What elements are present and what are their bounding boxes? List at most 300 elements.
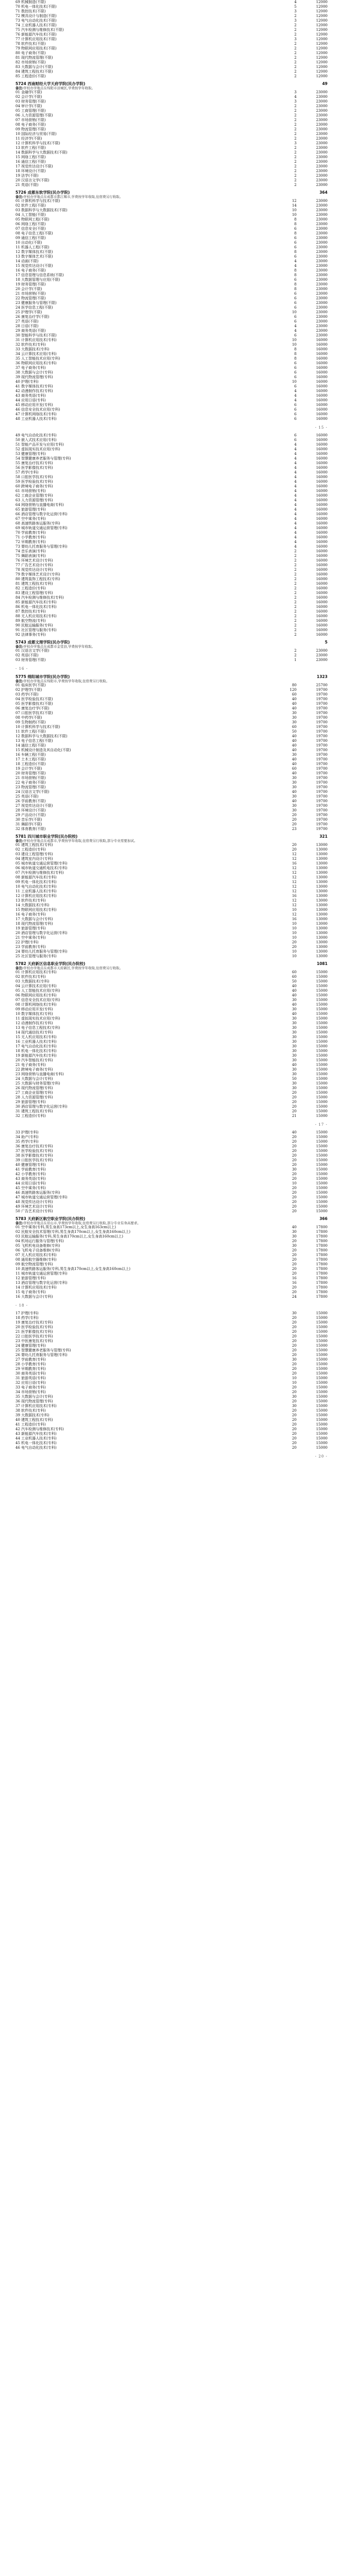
- major-name-cell: 82 市场营销(不限): [15, 60, 46, 64]
- major-name-cell: 12 旅游管理(专科): [15, 1276, 46, 1280]
- table-row: [15, 790, 328, 794]
- plan-count-cell: 8: [294, 250, 297, 254]
- table-row: [15, 160, 328, 164]
- plan-count-cell: 20: [292, 1385, 297, 1389]
- plan-count-cell: 2: [294, 614, 297, 618]
- plan-count-cell: 2: [294, 74, 297, 78]
- table-row: [15, 903, 328, 908]
- major-name-cell: 35 大数据与会计(专科): [15, 1395, 53, 1399]
- plan-count-cell: 6: [294, 412, 297, 416]
- plan-count-cell: 20: [292, 1262, 297, 1266]
- table-row: [15, 183, 328, 188]
- major-name-cell: 08 电子商务(不限): [15, 123, 46, 127]
- tuition-cell: 13000: [316, 912, 328, 917]
- tuition-cell: 16000: [316, 591, 328, 595]
- plan-count-cell: 2: [294, 558, 297, 563]
- table-row: [15, 818, 328, 822]
- table-row: [15, 697, 328, 702]
- plan-count-cell: 20: [292, 1239, 297, 1243]
- plan-count-cell: 30: [292, 1067, 297, 1072]
- major-name-cell: 25 护理学(不限): [15, 310, 42, 314]
- plan-count-cell: 6: [294, 319, 297, 324]
- note-label: 备注:: [15, 679, 24, 683]
- plan-count-cell: 4: [294, 447, 297, 451]
- table-row: [15, 1427, 328, 1432]
- table-row: [15, 329, 328, 333]
- major-name-cell: 33 电子商务(专科): [15, 1385, 46, 1389]
- major-name-cell: 18 工程造价(不限): [15, 762, 46, 766]
- tuition-cell: 23000: [316, 273, 328, 277]
- plan-count-cell: 2: [294, 164, 297, 168]
- table-row: [15, 549, 328, 554]
- tuition-cell: 17800: [316, 1253, 328, 1257]
- plan-count-cell: 12: [292, 889, 297, 893]
- plan-count-cell: 2: [294, 600, 297, 604]
- plan-count-cell: 12: [292, 857, 297, 861]
- plan-count-cell: 60: [292, 725, 297, 729]
- plan-count-cell: 6: [294, 296, 297, 300]
- plan-count-cell: 30: [292, 794, 297, 799]
- tuition-cell: 15000: [316, 1091, 328, 1095]
- table-row: [15, 512, 328, 517]
- tuition-cell: 16000: [316, 531, 328, 535]
- tuition-cell: 23000: [316, 141, 328, 145]
- major-name-cell: 08 中药学(不限): [15, 716, 42, 720]
- table-row: [15, 1172, 328, 1177]
- major-name-cell: 49 电气自动化技术(专科): [15, 433, 57, 437]
- table-row: [15, 394, 328, 398]
- table-row: [15, 74, 328, 79]
- table-row: [15, 264, 328, 268]
- table-row: [15, 683, 328, 688]
- plan-count-cell: 4: [294, 394, 297, 398]
- plan-count-cell: 4: [294, 489, 297, 493]
- school-total: 321: [319, 834, 328, 839]
- table-row: [15, 1432, 328, 1436]
- table-row: [15, 494, 328, 498]
- plan-count-cell: 20: [292, 1205, 297, 1209]
- major-name-cell: 19 法学(不限): [15, 174, 39, 178]
- table-row: [15, 776, 328, 781]
- major-name-cell: 69 机械制造(不限): [15, 0, 46, 4]
- major-name-cell: 14 通信工程(不限): [15, 743, 46, 748]
- major-name-cell: 80 建筑装饰工程技术(专科): [15, 577, 60, 581]
- major-name-cell: 03 财务管理(不限): [15, 99, 46, 104]
- tuition-cell: 15000: [316, 1114, 328, 1118]
- school-total: 1323: [317, 674, 328, 679]
- major-name-cell: 46 信息安全技术应用(专科): [15, 408, 60, 412]
- tuition-cell: 23000: [316, 132, 328, 136]
- tuition-cell: 15000: [316, 975, 328, 979]
- tuition-cell: 16000: [316, 412, 328, 416]
- table-row: [15, 199, 328, 204]
- table-row: [15, 503, 328, 507]
- tuition-cell: 23000: [316, 178, 328, 182]
- table-row: [15, 296, 328, 301]
- tuition-cell: 19700: [316, 702, 328, 706]
- table-row: [15, 380, 328, 384]
- major-name-cell: 31 舞蹈学(不限): [15, 822, 42, 826]
- tuition-cell: 12000: [316, 70, 328, 74]
- major-name-cell: 42 汽车检测与维修技术(专科): [15, 1427, 64, 1431]
- table-row: [15, 408, 328, 412]
- table-row: [15, 554, 328, 558]
- tuition-cell: 23000: [316, 296, 328, 300]
- plan-count-cell: 12: [292, 866, 297, 870]
- table-row: [15, 767, 328, 771]
- plan-count-cell: 12: [292, 912, 297, 917]
- major-name-cell: 02 软件工程(不限): [15, 204, 46, 208]
- school-note: [15, 645, 328, 649]
- major-name-cell: 77 广告艺术设计(专科): [15, 563, 53, 567]
- table-row: [15, 899, 328, 903]
- plan-count-cell: 20: [292, 1272, 297, 1276]
- major-name-cell: 03 民航运输服务(专科,男生身高170cm以上,女生身高160cm以上): [15, 1234, 123, 1239]
- table-row: [15, 1253, 328, 1258]
- major-name-cell: 24 医学信息工程(不限): [15, 306, 53, 310]
- major-name-cell: 57 药学(专科): [15, 470, 39, 474]
- table-row: [15, 347, 328, 352]
- plan-count-cell: 40: [292, 739, 297, 743]
- major-name-cell: 07 信息安全技术应用(专科): [15, 998, 60, 1002]
- table-row: [15, 1114, 328, 1118]
- major-name-cell: 61 市场营销(专科): [15, 489, 46, 493]
- plan-count-cell: 20: [292, 822, 297, 826]
- major-name-cell: 37 电子商务(专科): [15, 366, 46, 370]
- note-label: 备注:: [15, 966, 24, 970]
- table-row: [15, 1040, 328, 1044]
- tuition-cell: 15000: [316, 1427, 328, 1431]
- plan-count-cell: 30: [292, 1035, 297, 1039]
- plan-count-cell: 20: [292, 1422, 297, 1427]
- table-row: [15, 375, 328, 380]
- table-row: [15, 99, 328, 104]
- plan-count-cell: 10: [292, 1181, 297, 1185]
- plan-count-cell: 20: [292, 1144, 297, 1148]
- plan-count-cell: 2: [294, 609, 297, 614]
- plan-count-cell: 2: [294, 70, 297, 74]
- tuition-cell: 25700: [316, 683, 328, 687]
- table-row: [15, 443, 328, 447]
- plan-count-cell: 8: [294, 357, 297, 361]
- plan-count-cell: 20: [292, 1100, 297, 1104]
- major-name-cell: 22 物流管理(不限): [15, 296, 46, 300]
- school-total: 49: [322, 81, 328, 86]
- plan-count-cell: 2: [294, 137, 297, 141]
- major-name-cell: 13 酒店管理与数字化运营(专科): [15, 1281, 68, 1285]
- plan-count-cell: 8: [294, 347, 297, 351]
- major-name-cell: 44 工业机器人技术(专科): [15, 1436, 57, 1440]
- plan-count-cell: 2: [294, 104, 297, 108]
- table-row: [15, 1344, 328, 1348]
- table-row: [15, 1100, 328, 1105]
- table-row: [15, 912, 328, 917]
- major-name-cell: 13 软件工程(不限): [15, 146, 46, 150]
- table-row: [15, 582, 328, 586]
- tuition-cell: 19700: [316, 706, 328, 710]
- plan-count-cell: 20: [292, 1267, 297, 1271]
- plan-count-cell: 30: [292, 1044, 297, 1048]
- major-name-cell: 11 虚拟现实技术应用(专科): [15, 1016, 60, 1021]
- plan-count-cell: 6: [294, 255, 297, 259]
- plan-count-cell: 10: [292, 343, 297, 347]
- major-name-cell: 10 电气自动化技术(专科): [15, 885, 57, 889]
- school-total: 364: [319, 190, 328, 195]
- table-row: [15, 1262, 328, 1267]
- major-name-cell: 75 汽车检测与维修技术(不限): [15, 28, 64, 32]
- plan-count-cell: 30: [292, 804, 297, 808]
- table-row: [15, 236, 328, 241]
- plan-count-cell: 20: [292, 1163, 297, 1167]
- plan-count-cell: 6: [294, 333, 297, 337]
- table-row: [15, 1077, 328, 1081]
- plan-count-cell: 6: [294, 306, 297, 310]
- major-name-cell: 06 飞机电子设备维修(专科): [15, 1248, 60, 1252]
- table-row: [15, 259, 328, 264]
- plan-count-cell: 30: [292, 781, 297, 785]
- plan-count-cell: 20: [292, 1253, 297, 1257]
- tuition-cell: 23000: [316, 213, 328, 217]
- tuition-cell: 15000: [316, 1135, 328, 1139]
- tuition-cell: 17800: [316, 1239, 328, 1243]
- major-name-cell: 18 大数据管理与应用(不限): [15, 278, 60, 282]
- tuition-cell: 23000: [316, 282, 328, 286]
- school-title: [15, 640, 328, 645]
- table-row: [15, 1007, 328, 1012]
- major-name-cell: 29 早期教育(专科): [15, 1367, 46, 1371]
- major-name-cell: 05 人工智能技术应用(专科): [15, 989, 60, 993]
- page-block: [15, 1311, 328, 1459]
- major-name-cell: 72 早期教育(专科): [15, 540, 46, 544]
- table-row: [15, 1390, 328, 1395]
- plan-count-cell: 2: [294, 109, 297, 113]
- page-number: - 20 -: [315, 1454, 328, 1459]
- plan-count-cell: 5: [294, 5, 297, 9]
- major-name-cell: 70 机电一体化技术(不限): [15, 5, 57, 9]
- tuition-cell: 19700: [316, 692, 328, 697]
- tuition-cell: 15000: [316, 1095, 328, 1099]
- table-row: [15, 461, 328, 466]
- plan-count-cell: 4: [294, 443, 297, 447]
- major-name-cell: 15 物联网应用技术(专科): [15, 908, 57, 912]
- tuition-cell: 16000: [316, 389, 328, 393]
- tuition-cell: 23000: [316, 127, 328, 131]
- plan-count-cell: 20: [292, 1109, 297, 1113]
- tuition-cell: 19700: [316, 730, 328, 734]
- note-text: 学校办学地点在绵阳市,学费按学年收取,住宿费另行收取。: [23, 679, 110, 683]
- plan-count-cell: 30: [292, 716, 297, 720]
- table-row: [15, 60, 328, 65]
- plan-count-cell: 4: [294, 517, 297, 521]
- plan-count-cell: 6: [294, 241, 297, 245]
- table-row: [15, 1230, 328, 1234]
- plan-count-cell: 40: [292, 771, 297, 775]
- tuition-cell: 23000: [316, 174, 328, 178]
- tuition-cell: 12000: [316, 65, 328, 69]
- tuition-cell: 19700: [316, 813, 328, 817]
- tuition-cell: 13000: [316, 917, 328, 921]
- plan-count-cell: 40: [292, 734, 297, 738]
- school-note: [15, 966, 328, 970]
- tuition-cell: 19700: [316, 781, 328, 785]
- table-row: [15, 46, 328, 51]
- plan-count-cell: 4: [294, 494, 297, 498]
- major-name-cell: 30 智能科学与技术(不限): [15, 333, 57, 337]
- plan-count-cell: 4: [294, 507, 297, 512]
- note-label: 备注:: [15, 645, 24, 649]
- table-row: [15, 596, 328, 600]
- tuition-cell: 15000: [316, 1100, 328, 1104]
- tuition-cell: 15000: [316, 1195, 328, 1199]
- note-label: 备注:: [15, 839, 24, 843]
- table-row: [15, 1413, 328, 1418]
- major-name-cell: 83 大数据与会计(不限): [15, 65, 53, 69]
- plan-count-cell: 20: [292, 1413, 297, 1417]
- table-row: [15, 56, 328, 60]
- table-row: [15, 568, 328, 572]
- tuition-cell: 13000: [316, 950, 328, 954]
- tuition-cell: 16000: [316, 484, 328, 488]
- note-label: 备注:: [15, 86, 24, 90]
- plan-count-cell: 16: [292, 1281, 297, 1285]
- major-name-cell: 21 市场营销(不限): [15, 776, 46, 780]
- tuition-cell: 15000: [316, 1044, 328, 1048]
- table-row: [15, 433, 328, 438]
- plan-count-cell: 12: [292, 875, 297, 879]
- tuition-cell: 15000: [316, 1436, 328, 1440]
- plan-count-cell: 10: [292, 954, 297, 958]
- table-row: [15, 1385, 328, 1390]
- plan-count-cell: 30: [292, 1081, 297, 1086]
- tuition-cell: 16000: [316, 554, 328, 558]
- table-row: [15, 1418, 328, 1422]
- major-name-cell: 58 口腔医学技术(专科): [15, 475, 53, 479]
- tuition-cell: 19700: [316, 771, 328, 775]
- major-name-cell: 04 医学检验技术(不限): [15, 697, 53, 701]
- plan-count-cell: 6: [294, 408, 297, 412]
- major-name-cell: 21 医学影像技术(专科): [15, 1330, 53, 1334]
- plan-count-cell: 2: [294, 596, 297, 600]
- table-row: [15, 132, 328, 137]
- major-name-cell: 06 人力资源管理(不限): [15, 113, 53, 117]
- table-row: [15, 301, 328, 306]
- table-row: [15, 843, 328, 848]
- major-name-cell: 85 新能源汽车技术(专科): [15, 600, 57, 604]
- tuition-cell: 15000: [316, 1200, 328, 1204]
- plan-count-cell: 2: [294, 563, 297, 567]
- table-row: [15, 366, 328, 370]
- table-row: [15, 310, 328, 315]
- tuition-cell: 15000: [316, 1181, 328, 1185]
- plan-count-cell: 20: [292, 1149, 297, 1153]
- major-name-cell: 44 应用日语(专科): [15, 1181, 46, 1185]
- tuition-cell: 12000: [316, 37, 328, 41]
- major-name-cell: 71 小学教育(专科): [15, 535, 46, 539]
- table-row: [15, 268, 328, 273]
- tuition-cell: 16000: [316, 614, 328, 618]
- plan-count-cell: 30: [292, 1230, 297, 1234]
- major-name-cell: 26 现代物流管理(专科): [15, 1086, 53, 1090]
- tuition-cell: 12000: [316, 42, 328, 46]
- tuition-cell: 23000: [316, 113, 328, 117]
- table-row: [15, 447, 328, 452]
- major-name-cell: 74 音乐表演(专科): [15, 549, 46, 553]
- table-row: [15, 1109, 328, 1114]
- plan-count-cell: 20: [292, 843, 297, 847]
- major-name-cell: 27 工商企业管理(专科): [15, 1091, 53, 1095]
- tuition-cell: 13000: [316, 926, 328, 930]
- table-row: [15, 208, 328, 213]
- major-name-cell: 01 金融学(不限): [15, 90, 42, 94]
- major-name-cell: 31 计算机应用技术(专科): [15, 338, 57, 342]
- table-row: [15, 822, 328, 827]
- table-row: [15, 1225, 328, 1230]
- plan-count-cell: 20: [292, 940, 297, 944]
- tuition-cell: 15000: [316, 1432, 328, 1436]
- major-name-cell: 86 机电一体化技术(专科): [15, 605, 57, 609]
- tuition-cell: 15000: [316, 1172, 328, 1176]
- plan-count-cell: 2: [294, 619, 297, 623]
- tuition-cell: 23000: [316, 649, 328, 653]
- tuition-cell: 16000: [316, 586, 328, 590]
- major-name-cell: 17 视觉传达设计(不限): [15, 164, 53, 168]
- major-name-cell: 25 智慧健康养老服务与管理(专科): [15, 1348, 71, 1352]
- table-row: [15, 623, 328, 628]
- plan-count-cell: 40: [292, 993, 297, 997]
- table-row: [15, 1130, 328, 1135]
- tuition-cell: 17800: [316, 1290, 328, 1294]
- tuition-cell: 23000: [316, 222, 328, 226]
- table-row: [15, 292, 328, 296]
- table-row: [15, 545, 328, 549]
- table-row: [15, 1395, 328, 1399]
- tuition-cell: 16000: [316, 403, 328, 407]
- tuition-cell: 15000: [316, 1209, 328, 1213]
- tuition-cell: 15000: [316, 1016, 328, 1021]
- tuition-cell: 23000: [316, 183, 328, 187]
- plan-count-cell: 6: [294, 375, 297, 379]
- major-name-cell: 45 空中乘务(专科): [15, 1186, 46, 1190]
- table-row: [15, 1163, 328, 1167]
- table-row: [15, 531, 328, 535]
- plan-count-cell: 8: [294, 282, 297, 286]
- tuition-cell: 16000: [316, 375, 328, 379]
- table-row: [15, 333, 328, 338]
- major-name-cell: 10 高速铁路客运服务(专科,男生身高170cm以上,女生身高160cm以上): [15, 1267, 130, 1271]
- table-row: [15, 1334, 328, 1339]
- tuition-cell: 13000: [316, 880, 328, 884]
- plan-count-cell: 2: [294, 123, 297, 127]
- table-row: [15, 794, 328, 799]
- major-name-cell: 77 计算机应用技术(不限): [15, 37, 57, 41]
- table-row: [15, 90, 328, 95]
- table-row: [15, 857, 328, 861]
- tuition-cell: 12000: [316, 5, 328, 9]
- tuition-cell: 15000: [316, 1446, 328, 1450]
- tuition-cell: 19700: [316, 720, 328, 724]
- plan-count-cell: 30: [292, 1311, 297, 1315]
- plan-count-cell: 2: [294, 155, 297, 159]
- plan-count-cell: 20: [292, 1344, 297, 1348]
- plan-count-cell: 4: [294, 535, 297, 539]
- plan-count-cell: 2: [294, 649, 297, 653]
- tuition-cell: 17800: [316, 1285, 328, 1290]
- table-row: [15, 338, 328, 343]
- plan-count-cell: 4: [294, 470, 297, 474]
- tuition-cell: 15000: [316, 1334, 328, 1338]
- major-name-cell: 32 工程造价(专科): [15, 1114, 46, 1118]
- tuition-cell: 15000: [316, 1330, 328, 1334]
